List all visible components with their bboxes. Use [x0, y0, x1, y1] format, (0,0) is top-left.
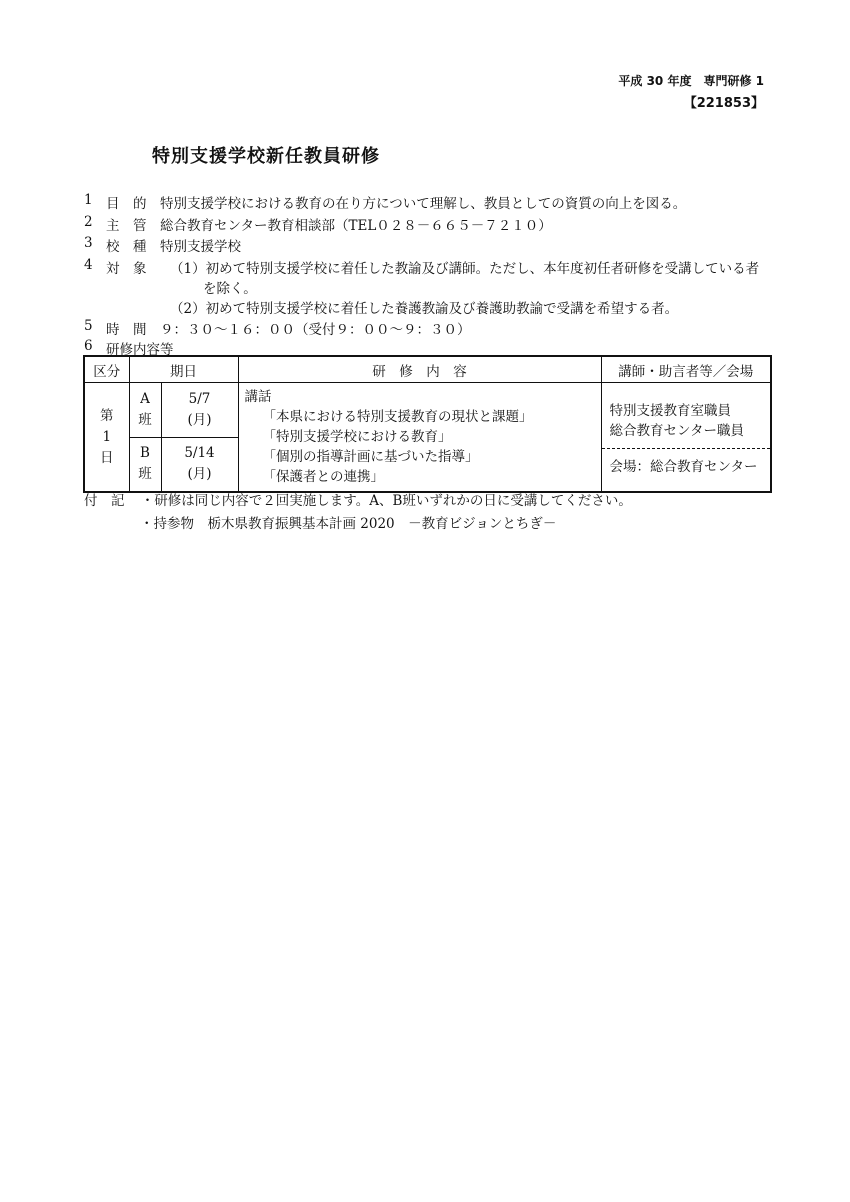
- item-value: 特別支援学校における教育の在り方について理解し、教員としての資質の向上を図る。: [160, 196, 687, 212]
- header-division: 区分: [84, 356, 129, 383]
- item-number: 4: [84, 257, 93, 273]
- group-a-label: A 班: [129, 383, 161, 438]
- instructor-name: 総合教育センター職員: [609, 423, 744, 439]
- content-item: 「特別支援学校における教育」: [262, 429, 452, 445]
- fiscal-year-label: 平成 30 年度 専門研修 1: [618, 74, 764, 88]
- header-instructor: 講師・助言者等／会場: [601, 356, 771, 383]
- notes-line: ・持参物 栃木県教育振興基本計画 2020 －教育ビジョンとちぎ－: [140, 516, 557, 532]
- item-number: 1: [84, 192, 93, 208]
- instructor-cell: [601, 383, 771, 493]
- target-continuation: を除く。: [203, 281, 257, 297]
- item-label: 主 管: [106, 218, 147, 234]
- item-value: ９：３０～１６：００（受付９：００～９：３０）: [160, 322, 471, 338]
- notes-label: 付 記: [84, 493, 125, 509]
- group-b-date: 5/14 (月): [161, 437, 238, 492]
- item-value: 総合教育センター教育相談部（TEL０２８－６６５－７２１０）: [160, 218, 552, 234]
- page-title: 特別支援学校新任教員研修: [152, 146, 380, 167]
- item-number: 5: [84, 318, 93, 334]
- table-row: [84, 383, 771, 438]
- notes: [84, 490, 632, 536]
- content-item: 「保護者との連携」: [262, 469, 384, 485]
- item-label: 時 間: [106, 322, 147, 338]
- item-number: 3: [84, 235, 93, 251]
- group-a-date: 5/7 (月): [161, 383, 238, 438]
- instructor-name: 特別支援教育室職員: [609, 403, 731, 419]
- item-number: 2: [84, 214, 93, 230]
- content-heading: 講話: [244, 389, 272, 405]
- day-label: 第 1 日: [84, 383, 129, 493]
- header-content: 研 修 内 容: [238, 356, 601, 383]
- venue: 会場：総合教育センター: [609, 459, 758, 475]
- item-label: 校 種: [106, 239, 147, 255]
- content-item: 「本県における特別支援教育の現状と課題」: [262, 409, 533, 425]
- item-label: 対 象: [106, 261, 147, 277]
- course-code: 【221853】: [683, 96, 764, 111]
- item-label: 研修内容等: [106, 342, 174, 358]
- item-label: 目 的: [106, 196, 147, 212]
- group-b-label: B 班: [129, 437, 161, 492]
- item-value: （1）初めて特別支援学校に着任した教諭及び講師。ただし、本年度初任者研修を受講している者: [170, 261, 760, 277]
- table-header-row: [84, 356, 771, 383]
- content-item: 「個別の指導計画に基づいた指導」: [262, 449, 479, 465]
- item-value: 特別支援学校: [160, 239, 241, 255]
- notes-line: ・研修は同じ内容で２回実施します。A、B班いずれかの日に受講してください。: [140, 493, 632, 509]
- schedule-table: [83, 355, 772, 493]
- content-cell: [238, 383, 601, 493]
- item-number: 6: [84, 338, 93, 354]
- header-date: 期日: [129, 356, 238, 383]
- target-second: （2）初めて特別支援学校に着任した養護教諭及び養護助教諭で受講を希望する者。: [170, 301, 679, 317]
